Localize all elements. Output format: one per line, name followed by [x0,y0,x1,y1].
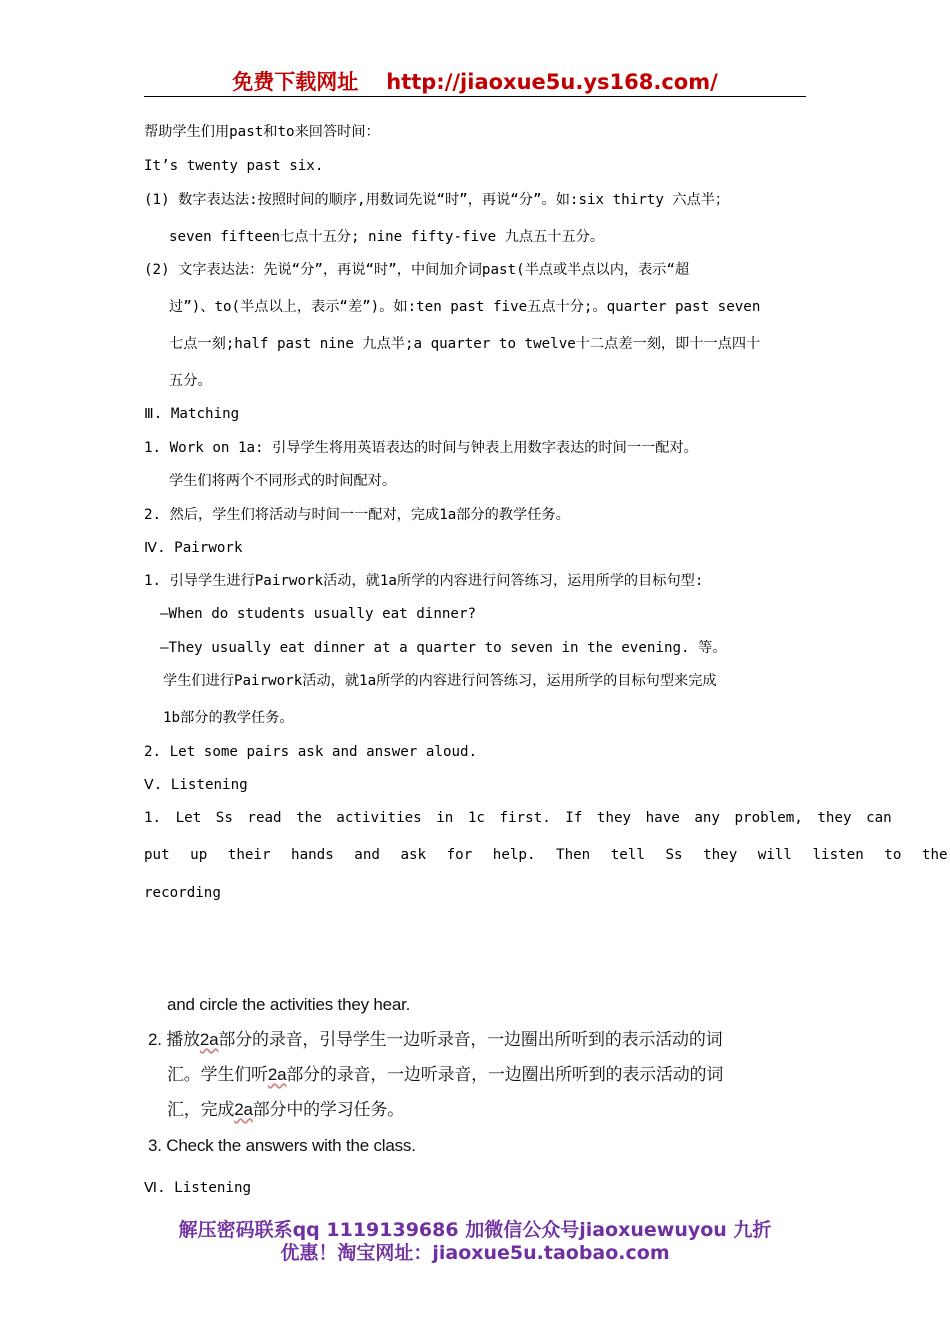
text-line: 过”)、to(半点以上，表示“差”)。如:ten past five五点十分;。quarter past seven [169,299,761,315]
text-line: 帮助学生们用past和to来回答时间： [144,124,380,140]
text-line: —They usually eat dinner at a quarter to seven in the evening. 等。 [160,640,727,656]
footer-line: 优惠！淘宝网址：jiaoxue5u.taobao.com [280,1242,670,1264]
scanned-line: 2. 播放2a部分的录音，引导学生一边听录音，一边圈出所听到的表示活动的词 [148,1030,723,1049]
text-line: It’s twenty past six. [144,158,324,174]
scanned-line: 3. Check the answers with the class. [148,1136,416,1155]
header-title: 免费下载网址 [232,70,359,94]
section-heading: Ⅴ. Listening [144,777,248,793]
text-line: 1. 引导学生进行Pairwork活动，就1a所学的内容进行问答练习，运用所学的目标句型: [144,573,704,589]
text-line: recording [144,885,221,901]
text-line: —When do students usually eat dinner? [160,606,477,622]
page-header [144,66,806,97]
text-line: 1b部分的教学任务。 [163,710,294,726]
footer-line: 解压密码联系qq 1119139686 加微信公众号jiaoxuewuyou 九折 [178,1219,772,1241]
text-line: 七点一刻;half past nine 九点半;a quarter to twelve十二点差一刻，即十一点四十 [169,336,761,352]
text-line: 学生们将两个不同形式的时间配对。 [169,473,397,489]
text-line: 2. 然后，学生们将活动与时间一一配对，完成1a部分的教学任务。 [144,507,570,523]
scanned-line: and circle the activities they hear. [167,995,411,1014]
section-heading: Ⅳ. Pairwork [144,540,243,556]
text-line: put up their hands and ask for help. Then tell Ss they will listen to the [144,847,948,863]
scanned-line: 汇。学生们听2a部分的录音，一边听录音，一边圈出所听到的表示活动的词 [167,1065,724,1084]
text-line: 1. Work on 1a: 引导学生将用英语表达的时间与钟表上用数字表达的时间一一配对。 [144,440,698,456]
section-heading: Ⅲ. Matching [144,406,240,422]
header-url-link[interactable]: http://jiaoxue5u.ys168.com/ [386,70,718,94]
text-line: 2. Let some pairs ask and answer aloud. [144,744,478,760]
text-line: 五分。 [169,373,212,389]
text-line: (1) 数字表达法:按照时间的顺序,用数词先说“时”，再说“分”。如:six thirty 六点半； [144,192,730,208]
text-line: seven fifteen七点十五分; nine fifty-five 九点五十五分。 [169,229,605,245]
section-heading: Ⅵ. Listening [144,1180,252,1196]
text-line: 1. Let Ss read the activities in 1c first. If they have any problem, they can [144,810,892,826]
text-line: (2) 文字表达法：先说“分”，再说“时”，中间加介词past(半点或半点以内，表示“超 [144,262,690,278]
scanned-line: 汇，完成2a部分中的学习任务。 [167,1100,404,1119]
text-line: 学生们进行Pairwork活动，就1a所学的内容进行问答练习，运用所学的目标句型来完成 [163,673,717,689]
